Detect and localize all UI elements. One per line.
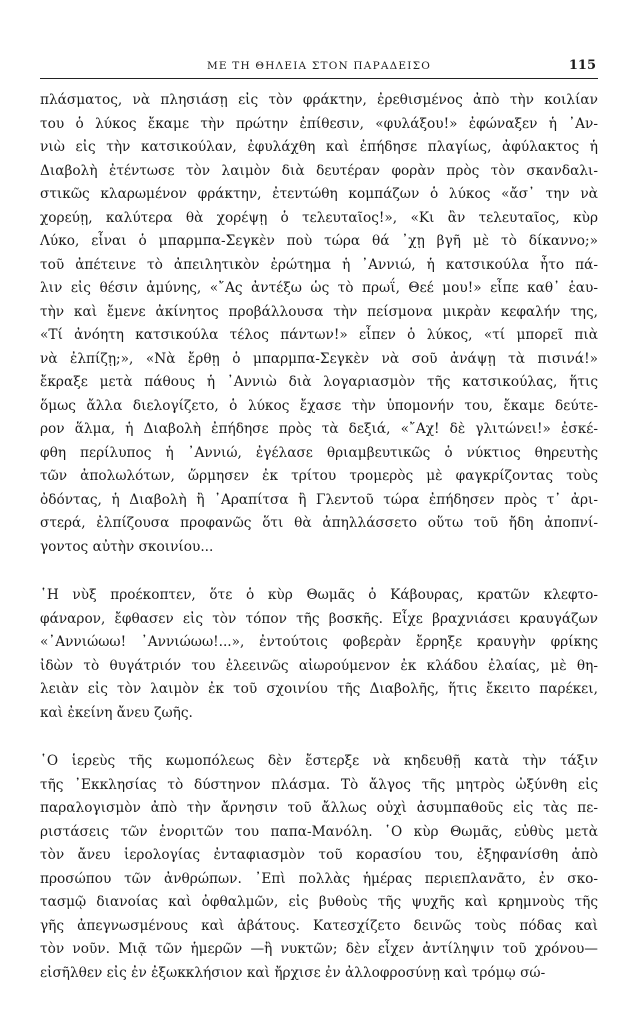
text-line: ριστάσεις τῶν ἐνοριτῶν του παπα-Μανόλη. ῾Ο κὺρ Θωμᾶς, εὐθὺς μετὰ: [40, 823, 598, 840]
text-line: τὴν καὶ ἔμενε ἀκίνητος προβάλλουσα τὴν πείσμονα μικρὰν κεφαλήν της,: [40, 303, 598, 320]
text-line: πλάσματος, νὰ πλησιάσῃ εἰς τὸν φράκτην, ἐρεθισμένος ἀπὸ τὴν κοιλίαν: [40, 92, 598, 108]
text-line: νὰ ἐλπίζῃ;», «Νὰ ἔρθῃ ὁ μπαρμπα-Σεγκὲν νὰ σοῦ ἀνάψῃ τὰ πισινά!»: [40, 350, 598, 367]
text-line: προσώπου τῶν ἀνθρώπων. ᾿Επὶ πολλὰς ἡμέρας περιεπλανᾶτο, ἐν σκο-: [40, 870, 598, 887]
text-line: τὸν ἄνευ ἱερολογίας ἐνταφιασμὸν τοῦ κορασίου του, ἐξηφανίσθη ἀπὸ: [40, 847, 598, 863]
running-title: ΜΕ ΤΗ ΘΗΛΕΙΑ ΣΤΟΝ ΠΑΡΑΔΕΙΣΟ: [206, 60, 432, 72]
text-line: ῾Η νὺξ προέκοπτεν, ὅτε ὁ κὺρ Θωμᾶς ὁ Κάβουρας, κρατῶν κλεφτο-: [40, 587, 598, 603]
paragraph: [40, 89, 598, 559]
text-line: ἰδὼν τὸ θυγάτριόν του ἐλεεινῶς αἰωρούμενον ἐκ κλάδου ἐλαίας, μὲ θη-: [40, 657, 598, 674]
text-line: φθη περίλυπος ἡ ᾿Αννιώ, ἐγέλασε θριαμβευτικῶς ὁ νύκτιος θηρευτὴς: [40, 444, 598, 461]
text-line: παραλογισμὸν ἀπὸ τὴν ἄρνησιν τοῦ ἄλλως οὐχὶ ἀσυμπαθοῦς εἰς τὰς πε-: [40, 800, 598, 816]
text-line: τασμῷ διανοίας καὶ ὀφθαλμῶν, εἰς βυθοὺς τῆς ψυχῆς καὶ κρημνοὺς τῆς: [40, 894, 598, 910]
text-line: «Τί ἀνόητη κατσικούλα τέλος πάντων!» εἶπεν ὁ λύκος, «τί μπορεῖ πιὰ: [40, 327, 598, 343]
text-line: νιὼ εἰς τὴν κατσικούλαν, ἐφυλάχθη καὶ ἐπήδησε πλαγίως, ἀφύλακτος ἡ: [40, 139, 598, 155]
text-line: ὅμως ἄλλα διελογίζετο, ὁ λύκος ἔχασε τὴν ὑπομονήν του, ἔκαμε δεύτε-: [40, 397, 598, 414]
text-line: ρον ἅλμα, ἡ Διαβολὴ ἐπήδησε πρὸς τὰ δεξιά, «῎Αχ! δὲ γλιτώνει!» ἐσκέ-: [40, 421, 598, 437]
text-line: λιν εἰς θέσιν ἀμύνης, «῎Ας ἀντέξω ὡς τὸ πρωΐ, Θεέ μου!» εἶπε καθ᾽ ἑαυ-: [40, 280, 598, 296]
text-line: χορεύῃ, καλύτερα θὰ χορέψῃ ὁ τελευταῖος!», «Κι ἂν τελευταῖος, κὺρ: [40, 209, 598, 226]
text-line: Λύκο, εἶναι ὁ μπαρμπα-Σεγκὲν ποὺ τώρα θά ᾽χῃ βγῆ μὲ τὸ δίκαννο;»: [40, 233, 598, 249]
text-line: στικῶς κλαρωμένον φράκτην, ἐτεντώθη κομπάζων ὁ λύκος «ἄσ᾽ την νὰ: [40, 186, 598, 202]
text-line: ὀδόντας, ἡ Διαβολὴ ἢ ᾿Αραπίτσα ἢ Γλεντοῦ τώρα ἐπήδησεν πρὸς τ᾽ ἀρι-: [40, 491, 598, 508]
text-line: τῶν ἀπολωλότων, ὥρμησεν ἐκ τρίτου τρομερὸς μὲ φαγκρίζοντας τοὺς: [40, 468, 598, 484]
text-line: ῾Ο ἱερεὺς τῆς κωμοπόλεως δὲν ἔστερξε νὰ κηδευθῇ κατὰ τὴν τάξιν: [40, 753, 598, 769]
text-line: του ὁ λύκος ἔκαμε τὴν πρώτην ἐπίθεσιν, «φυλάξου!» ἐφώναξεν ἡ ᾿Αν-: [40, 115, 598, 132]
text-line: φάναρον, ἔφθασεν εἰς τὸν τόπον τῆς βοσκῆς. Εἶχε βραχνιάσει κραυγάζων: [40, 610, 598, 627]
text-line: τῆς ᾿Εκκλησίας τὸ δύστηνον πλάσμα. Τὸ ἄλγος τῆς μητρὸς ὠξύνθη εἰς: [40, 776, 598, 793]
text-line: γοντος αὐτὴν σκοινίου...: [40, 538, 214, 555]
book-page: [40, 54, 598, 985]
text-line: τὸν νοῦν. Μιᾷ τῶν ἡμερῶν —ἢ νυκτῶν; δὲν εἶχεν ἀντίληψιν τοῦ χρόνου—: [40, 941, 598, 957]
text-line: γῆς ἀπεγνωσμένους καὶ ἀβάτους. Κατεσχίζετο δεινῶς τοὺς πόδας καὶ: [40, 917, 598, 934]
page-number: 115: [568, 58, 596, 73]
text-line: Διαβολὴ ἐτέντωσε τὸν λαιμὸν διὰ δευτέραν φορὰν πρὸς τὸν σκανδαλι-: [40, 162, 598, 179]
text-line: «᾿Αννιώωω! ᾿Αννιώωω!...», ἐντούτοις φοβερὰν ἔρρηξε κραυγὴν φρίκης: [40, 634, 598, 650]
body-text: [40, 89, 598, 985]
text-line: τοῦ ἀπέτεινε τὸ ἀπειλητικὸν ἐρώτημα ἡ ᾿Αννιώ, ἡ κατσικούλα ἦτο πά-: [40, 256, 598, 273]
paragraph: [40, 750, 598, 985]
text-line: στερά, ἐλπίζουσα προφανῶς ὅτι θὰ ἀπηλλάσσετο οὕτω τοῦ ἤδη ἀποπνί-: [40, 515, 598, 531]
text-line: λειὰν εἰς τὸν λαιμὸν ἐκ τοῦ σχοινίου τῆς Διαβολῆς, ἥτις ἔκειτο παρέκει,: [40, 681, 598, 697]
paragraph: [40, 584, 598, 725]
running-header: [40, 54, 598, 79]
text-line: καὶ ἐκείνη ἄνευ ζωῆς.: [40, 704, 193, 721]
text-line: ἔκραξε μετὰ πάθους ἡ ᾿Αννιὼ διὰ λογαριασμὸν τῆς κατσικούλας, ἥτις: [40, 374, 598, 390]
text-line: εἰσῆλθεν εἰς ἐν ἐξωκκλήσιον καὶ ἤρχισε ἐν ἀλλοφροσύνῃ καὶ τρόμῳ σώ-: [40, 964, 546, 981]
